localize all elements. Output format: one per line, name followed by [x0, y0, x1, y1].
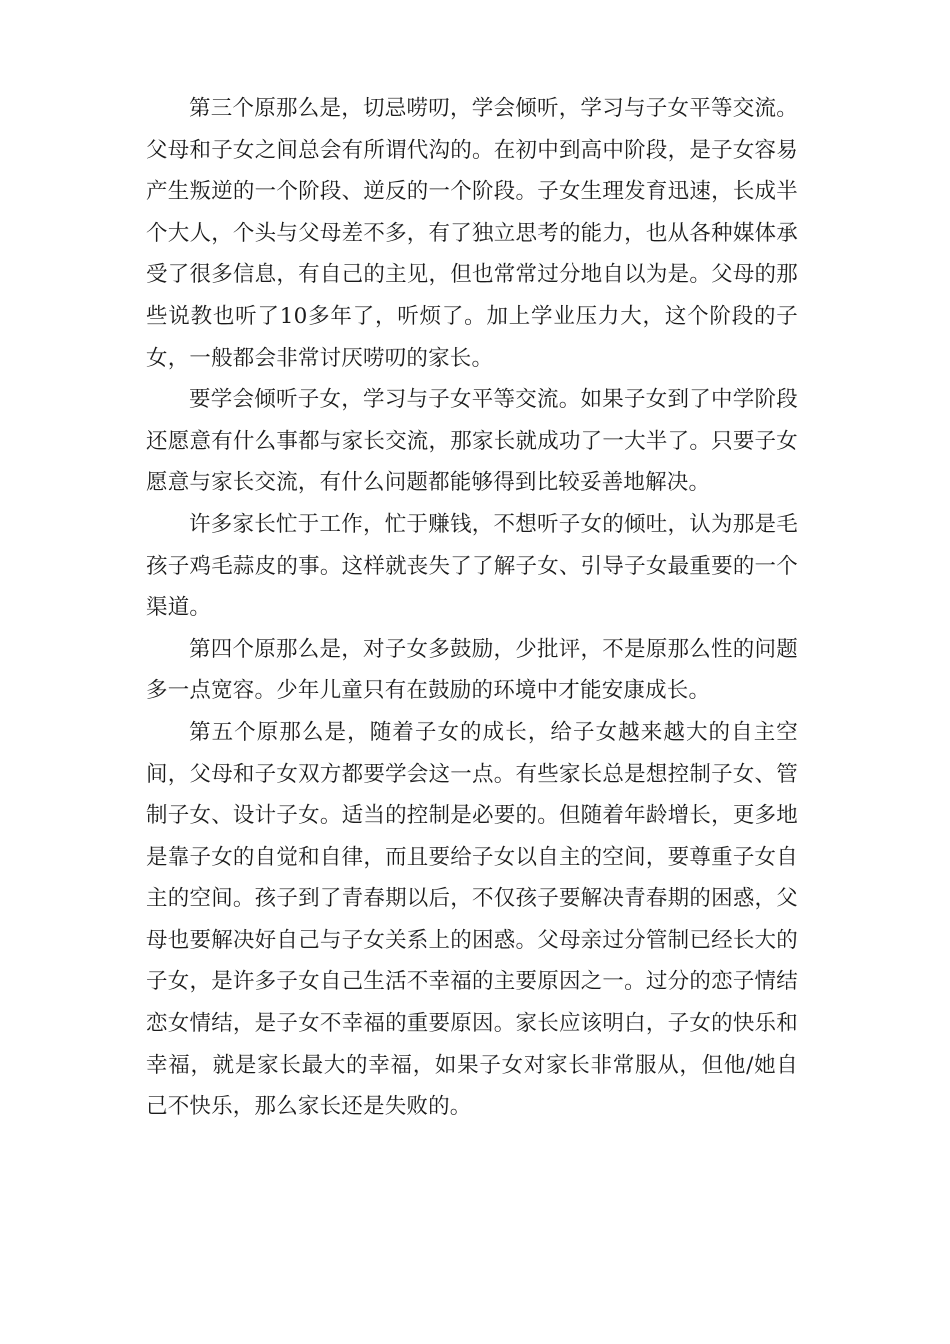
paragraph-principle-five: 第五个原那么是，随着子女的成长，给子女越来越大的自主空间，父母和子女双方都要学会这一点。有些家长总是想控制子女、管制子女、设计子女。适当的控制是必要的。但随着年龄增长，更多地是靠子女的自觉和自律，而且要给子女以自主的空间，要尊重子女自主的空间。孩子到了青春期以后，不仅孩子要解决青春期的困惑，父母也要解决好自己与子女关系上的困惑。父母亲过分管制已经长大的子女，是许多子女自己生活不幸福的主要原因之一。过分的恋子情结恋女情结，是子女不幸福的重要原因。家长应该明白，子女的快乐和幸福，就是家长最大的幸福，如果子女对家长非常服从，但他/她自己不快乐，那么家长还是失败的。	[146, 719, 798, 1120]
paragraph-busy-parents: 许多家长忙于工作，忙于赚钱，不想听子女的倾吐，认为那是毛孩子鸡毛蒜皮的事。这样就丧失了了解子女、引导子女最重要的一个渠道。	[146, 511, 798, 621]
paragraph-principle-four: 第四个原那么是，对子女多鼓励，少批评，不是原那么性的问题多一点宽容。少年儿童只有在鼓励的环境中才能安康成长。	[146, 636, 798, 704]
paragraph-listen-to-children: 要学会倾听子女，学习与子女平等交流。如果子女到了中学阶段还愿意有什么事都与家长交流，那家长就成功了一大半了。只要子女愿意与家长交流，有什么问题都能够得到比较妥善地解决。	[146, 387, 798, 496]
paragraph-principle-three: 第三个原那么是，切忌唠叨，学会倾听，学习与子女平等交流。父母和子女之间总会有所谓代沟的。在初中到高中阶段，是子女容易产生叛逆的一个阶段、逆反的一个阶段。子女生理发育迅速，长成半个大人，个头与父母差不多，有了独立思考的能力，也从各种媒体承受了很多信息，有自己的主见，但也常常过分地自以为是。父母的那些说教也听了10多年了，听烦了。加上学业压力大，这个阶段的子女，一般都会非常讨厌唠叨的家长。	[146, 96, 798, 371]
document-body	[146, 88, 798, 1128]
